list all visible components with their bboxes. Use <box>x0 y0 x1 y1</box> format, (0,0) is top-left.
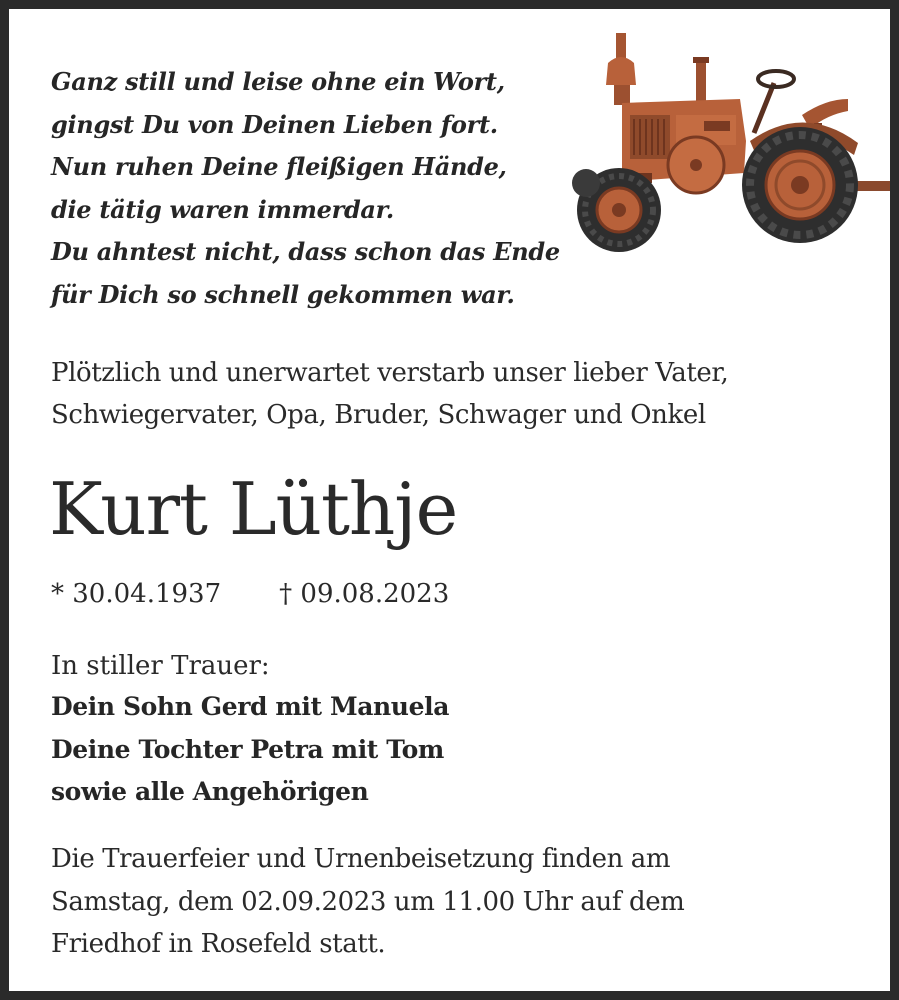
tractor-icon <box>564 23 894 258</box>
poem-line: gingst Du von Deinen Lieben fort. <box>51 109 498 139</box>
service-line: Samstag, dem 02.09.2023 um 11.00 Uhr auf dem <box>51 886 685 917</box>
poem-line: für Dich so schnell gekommen war. <box>51 279 515 309</box>
mourner-entry: sowie alle Angehörigen <box>51 777 369 806</box>
mourner-entry: Dein Sohn Gerd mit Manuela <box>51 692 449 721</box>
mourning-label: In stiller Trauer: <box>51 651 270 681</box>
mourners-list <box>51 686 449 814</box>
life-dates <box>51 574 449 614</box>
funeral-service-info <box>51 838 871 966</box>
poem-line: Du ahntest nicht, dass schon das Ende <box>51 237 560 266</box>
announcement-text <box>51 352 871 436</box>
announcement-line: Schwiegervater, Opa, Bruder, Schwager und Onkel <box>51 400 706 430</box>
poem-line: Nun ruhen Deine fleißigen Hände, <box>51 152 507 181</box>
service-line: Die Trauerfeier und Urnenbeisetzung finden am <box>51 844 671 874</box>
birth-date: * 30.04.1937 <box>51 579 222 609</box>
memorial-poem <box>51 61 611 316</box>
poem-line: Ganz still und leise ohne ein Wort, <box>51 67 505 96</box>
service-line: Friedhof in Rosefeld statt. <box>51 929 386 959</box>
announcement-line: Plötzlich und unerwartet verstarb unser lieber Vater, <box>51 358 729 388</box>
deceased-name: Kurt Lüthje <box>49 467 458 551</box>
death-date: † 09.08.2023 <box>279 579 450 609</box>
poem-line: die tätig waren immerdar. <box>51 194 394 224</box>
mourner-entry: Deine Tochter Petra mit Tom <box>51 734 444 764</box>
